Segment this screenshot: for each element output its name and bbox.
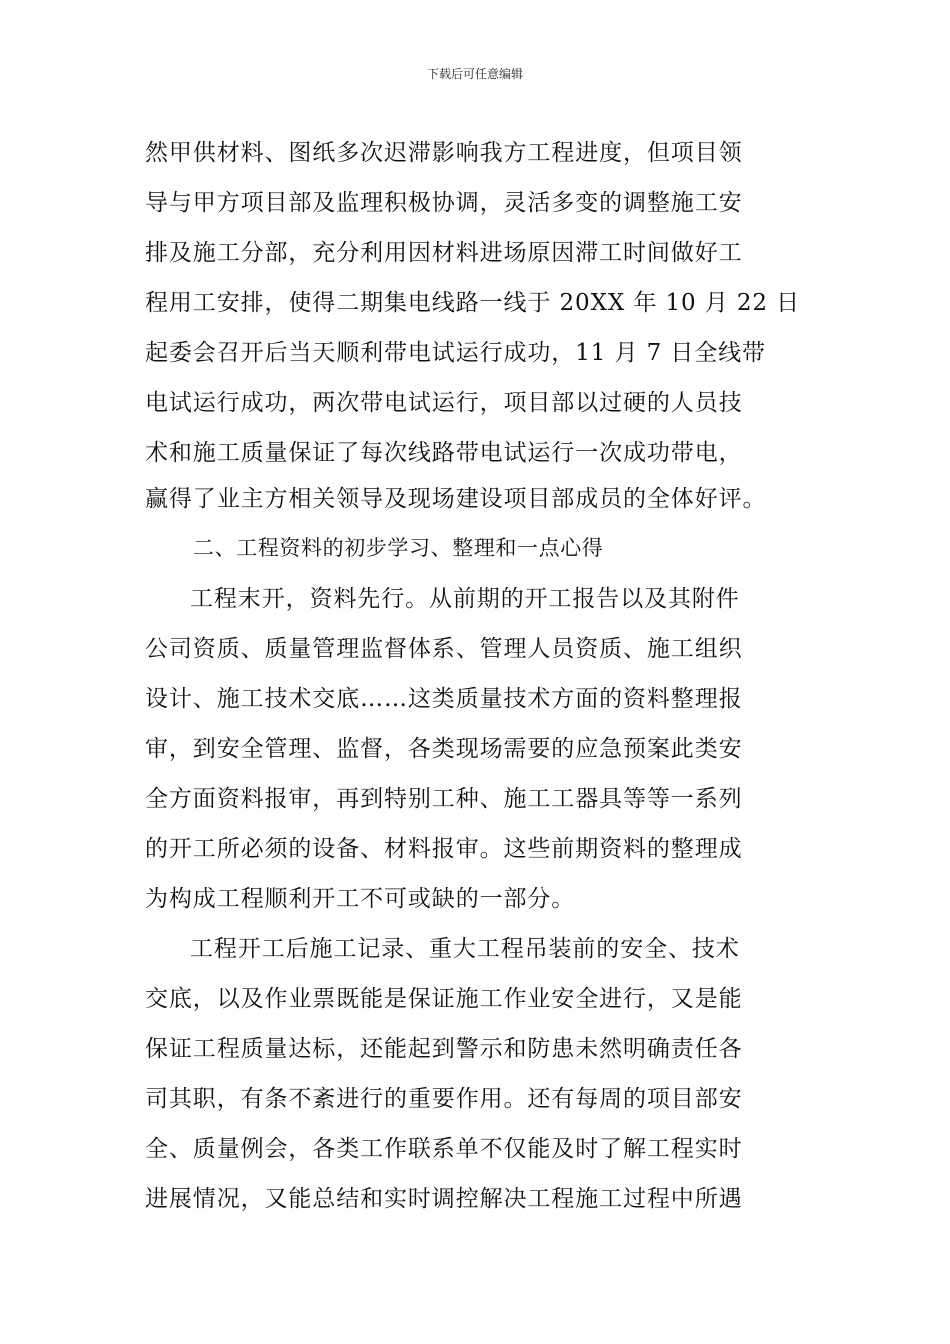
body-line: 术和施工质量保证了每次线路带电试运行一次成功带电， [145,440,743,466]
body-line: 审，到安全管理、监督，各类现场需要的应急预案此类安 [145,736,743,762]
body-line: 进展情况，又能总结和实时调控解决工程施工过程中所遇 [145,1186,743,1212]
body-line: 排及施工分部，充分利用因材料进场原因滞工时间做好工 [145,240,743,266]
body-line: 司其职，有条不紊进行的重要作用。还有每周的项目部安 [145,1086,743,1112]
body-line: 导与甲方项目部及监理积极协调，灵活多变的调整施工安 [145,190,743,216]
body-line: 交底，以及作业票既能是保证施工作业安全进行，又是能 [145,986,743,1012]
body-line: 的开工所必须的设备、材料报审。这些前期资料的整理成 [145,836,743,862]
body-line: 起委会召开后当天顺利带电试运行成功，11 月 7 日全线带 [145,340,766,366]
body-line: 然甲供材料、图纸多次迟滞影响我方工程进度，但项目领 [145,140,743,166]
body-line: 为构成工程顺利开工不可或缺的一部分。 [145,886,576,912]
body-line: 保证工程质量达标，还能起到警示和防患未然明确责任各 [145,1036,743,1062]
body-line: 赢得了业主方相关领导及现场建设项目部成员的全体好评。 [145,486,767,512]
body-line: 程用工安排，使得二期集电线路一线于 20XX 年 10 月 22 日 [145,290,801,316]
page-header: 下载后可任意编辑 [426,67,523,81]
body-line: 电试运行成功，两次带电试运行，项目部以过硬的人员技 [145,390,743,416]
body-line: 全方面资料报审，再到特别工种、施工工器具等等一系列 [145,786,743,812]
body-line: 公司资质、质量管理监督体系、管理人员资质、施工组织 [145,636,743,662]
section-heading: 二、工程资料的初步学习、整理和一点心得 [193,536,604,560]
body-line: 工程末开，资料先行。从前期的开工报告以及其附件 [190,586,740,612]
body-line: 设计、施工技术交底……这类质量技术方面的资料整理报 [145,686,743,712]
body-line: 全、质量例会，各类工作联系单不仅能及时了解工程实时 [145,1136,743,1162]
body-line: 工程开工后施工记录、重大工程吊装前的安全、技术 [190,936,740,962]
